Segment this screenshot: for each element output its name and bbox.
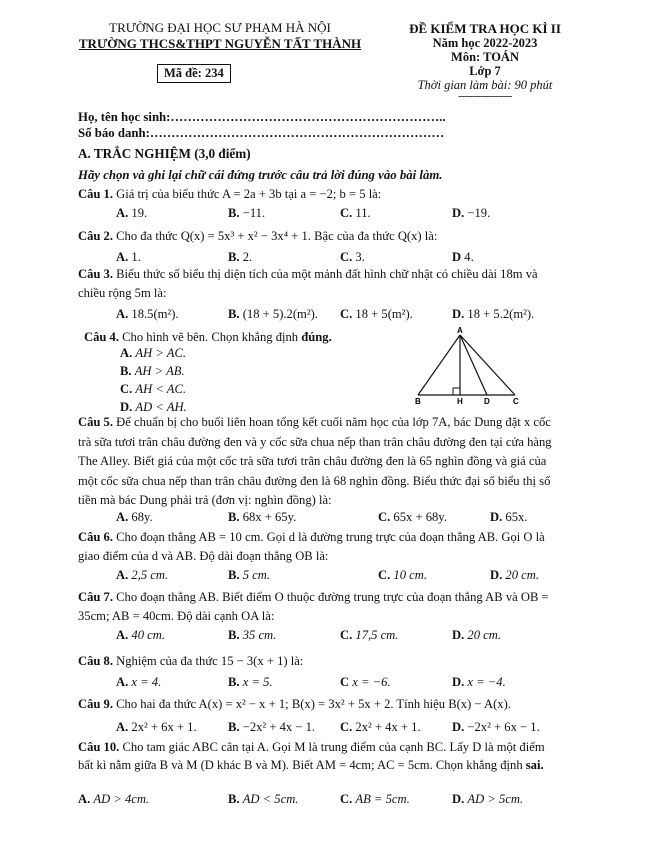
university-name: TRƯỜNG ĐẠI HỌC SƯ PHẠM HÀ NỘI xyxy=(109,20,331,35)
triangle-figure xyxy=(410,325,530,405)
exam-code-box: Mã đề: 234 xyxy=(157,64,231,83)
option-8a[interactable]: A. x = 4. xyxy=(116,675,162,689)
section-title: A. TRẮC NGHIỆM (3,0 điểm) xyxy=(78,146,251,161)
option-4a[interactable]: A. AH > AC. xyxy=(120,346,187,360)
option-2b[interactable]: B. 2. xyxy=(228,250,253,264)
option-5b[interactable]: B. 68x + 65y. xyxy=(228,510,297,524)
option-7b[interactable]: B. 35 cm. xyxy=(228,628,277,642)
option-9a[interactable]: A. 2x² + 6x + 1. xyxy=(116,720,197,734)
point-label-d: D xyxy=(484,397,490,405)
option-2d[interactable]: D 4. xyxy=(452,250,474,264)
option-3b[interactable]: B. (18 + 5).2(m²). xyxy=(228,307,318,321)
option-6b[interactable]: B. 5 cm. xyxy=(228,568,270,582)
question-9: Câu 9. Cho hai đa thức A(x) = x² − x + 1; B(x) = 3x² + 5x + 2. Tính hiệu B(x) − A(x). xyxy=(78,697,511,711)
option-1d[interactable]: D. −19. xyxy=(452,206,491,220)
option-1a[interactable]: A. 19. xyxy=(116,206,148,220)
segment-ab xyxy=(418,335,460,395)
segment-ad xyxy=(460,335,487,395)
option-2a[interactable]: A. 1. xyxy=(116,250,141,264)
question-2: Câu 2. Cho đa thức Q(x) = 5x³ + x² − 3x⁴ + 1. Bậc của đa thức Q(x) là: xyxy=(78,229,438,243)
section-instruction: Hãy chọn và ghi lại chữ cái đứng trước câu trả lời đúng vào bài làm. xyxy=(78,168,443,182)
option-7c[interactable]: C. 17,5 cm. xyxy=(340,628,399,642)
school-year: Năm học 2022-2023 xyxy=(432,36,538,50)
option-9b[interactable]: B. −2x² + 4x − 1. xyxy=(228,720,316,734)
option-1c[interactable]: C. 11. xyxy=(340,206,371,220)
point-label-c: C xyxy=(513,397,519,405)
question-7: Câu 7. Cho đoạn thẳng AB. Biết điểm O thuộc đường trung trực của đoạn thẳng AB và OB = 35cm; AB = 40cm. Độ dài cạnh OA là: xyxy=(78,590,549,623)
student-name-field[interactable]: Họ, tên học sinh:……………………………………………………….. xyxy=(78,110,446,124)
option-7a[interactable]: A. 40 cm. xyxy=(116,628,165,642)
option-5a[interactable]: A. 68y. xyxy=(116,510,153,524)
option-4d[interactable]: D. AD < AH. xyxy=(120,400,187,414)
option-5c[interactable]: C. 65x + 68y. xyxy=(378,510,447,524)
segment-ac xyxy=(460,335,515,395)
school-header xyxy=(70,20,370,52)
question-1 xyxy=(78,185,548,204)
exam-title: ĐỀ KIỂM TRA HỌC KÌ II xyxy=(409,21,561,36)
question-label: Câu 1. xyxy=(78,187,113,201)
option-10a[interactable]: A. AD > 4cm. xyxy=(78,792,150,806)
option-4b[interactable]: B. AH > AB. xyxy=(120,364,185,378)
option-3a[interactable]: A. 18.5(m²). xyxy=(116,307,179,321)
question-3: Câu 3. Biểu thức số biểu thị diện tích của một mảnh đất hình chữ nhật có chiều dài 18m và chiều rộng 5m là: xyxy=(78,267,538,300)
option-4c[interactable]: C. AH < AC. xyxy=(120,382,187,396)
right-angle-mark xyxy=(453,388,460,395)
option-1b[interactable]: B. −11. xyxy=(228,206,266,220)
option-7d[interactable]: D. 20 cm. xyxy=(452,628,501,642)
option-2c[interactable]: C. 3. xyxy=(340,250,365,264)
option-6c[interactable]: C. 10 cm. xyxy=(378,568,427,582)
point-label-h: H xyxy=(457,397,463,405)
option-9d[interactable]: D. −2x² + 6x − 1. xyxy=(452,720,540,734)
option-5d[interactable]: D. 65x. xyxy=(490,510,528,524)
option-10b[interactable]: B. AD < 5cm. xyxy=(228,792,299,806)
option-8d[interactable]: D. x = −4. xyxy=(452,675,506,689)
student-id-field[interactable]: Số báo danh:…………………………………………………………… xyxy=(78,126,445,140)
question-5: Câu 5. Để chuẩn bị cho buổi liên hoan tổng kết cuối năm học của lớp 7A, bác Dung đặt x cốc trà sữa tươi trân châu đường đen và y cốc sữa chua nếp than trân châu đường đen tại cửa hàng The Alley. Biết giá của một cốc trà sữa tươi trân châu đường đen là 65 nghìn đồng và giá của một cốc sữa chua nếp than trân châu đường đen là 68 nghìn đồng. Biểu thức đại số biểu thị số tiền mà bác Dung phải trả (đơn vị: nghìn đồng) là: xyxy=(78,415,552,507)
option-10d[interactable]: D. AD > 5cm. xyxy=(452,792,524,806)
option-3d[interactable]: D. 18 + 5.2(m²). xyxy=(452,307,535,321)
option-3c[interactable]: C. 18 + 5(m²). xyxy=(340,307,413,321)
option-10c[interactable]: C. AB = 5cm. xyxy=(340,792,410,806)
option-8c[interactable]: C x = −6. xyxy=(340,675,391,689)
option-6a[interactable]: A. 2,5 cm. xyxy=(116,568,169,582)
option-8b[interactable]: B. x = 5. xyxy=(228,675,273,689)
subject: Môn: TOÁN xyxy=(451,50,519,64)
question-8: Câu 8. Nghiệm của đa thức 15 − 3(x + 1) là: xyxy=(78,654,304,668)
option-6d[interactable]: D. 20 cm. xyxy=(490,568,539,582)
exam-header xyxy=(375,22,595,102)
grade: Lớp 7 xyxy=(469,64,501,78)
question-10: Câu 10. Cho tam giác ABC cân tại A. Gọi M là trung điểm của cạnh BC. Lấy D là một điểm bất kì nằm giữa B và M (D khác B và M). Biết AM = 4cm; AC = 5cm. Chọn khẳng định sai. xyxy=(78,740,545,772)
duration: Thời gian làm bài: 90 phút xyxy=(417,78,553,92)
point-label-b: B xyxy=(415,397,421,405)
question-text: Giá trị của biểu thức A = 2a + 3b tại a = −2; b = 5 là: xyxy=(116,187,382,201)
header-divider: ------------------- xyxy=(458,91,512,102)
question-6: Câu 6. Cho đoạn thẳng AB = 10 cm. Gọi d là đường trung trực của đoạn thẳng AB. Gọi O là giao điểm của d và AB. Độ dài đoạn thẳng OB là: xyxy=(78,530,545,563)
point-label-a: A xyxy=(457,326,463,335)
option-9c[interactable]: C. 2x² + 4x + 1. xyxy=(340,720,421,734)
school-name: TRƯỜNG THCS&THPT NGUYỄN TẤT THÀNH xyxy=(78,36,362,51)
question-4: Câu 4. Cho hình vẽ bên. Chọn khẳng định đúng. xyxy=(84,330,332,344)
